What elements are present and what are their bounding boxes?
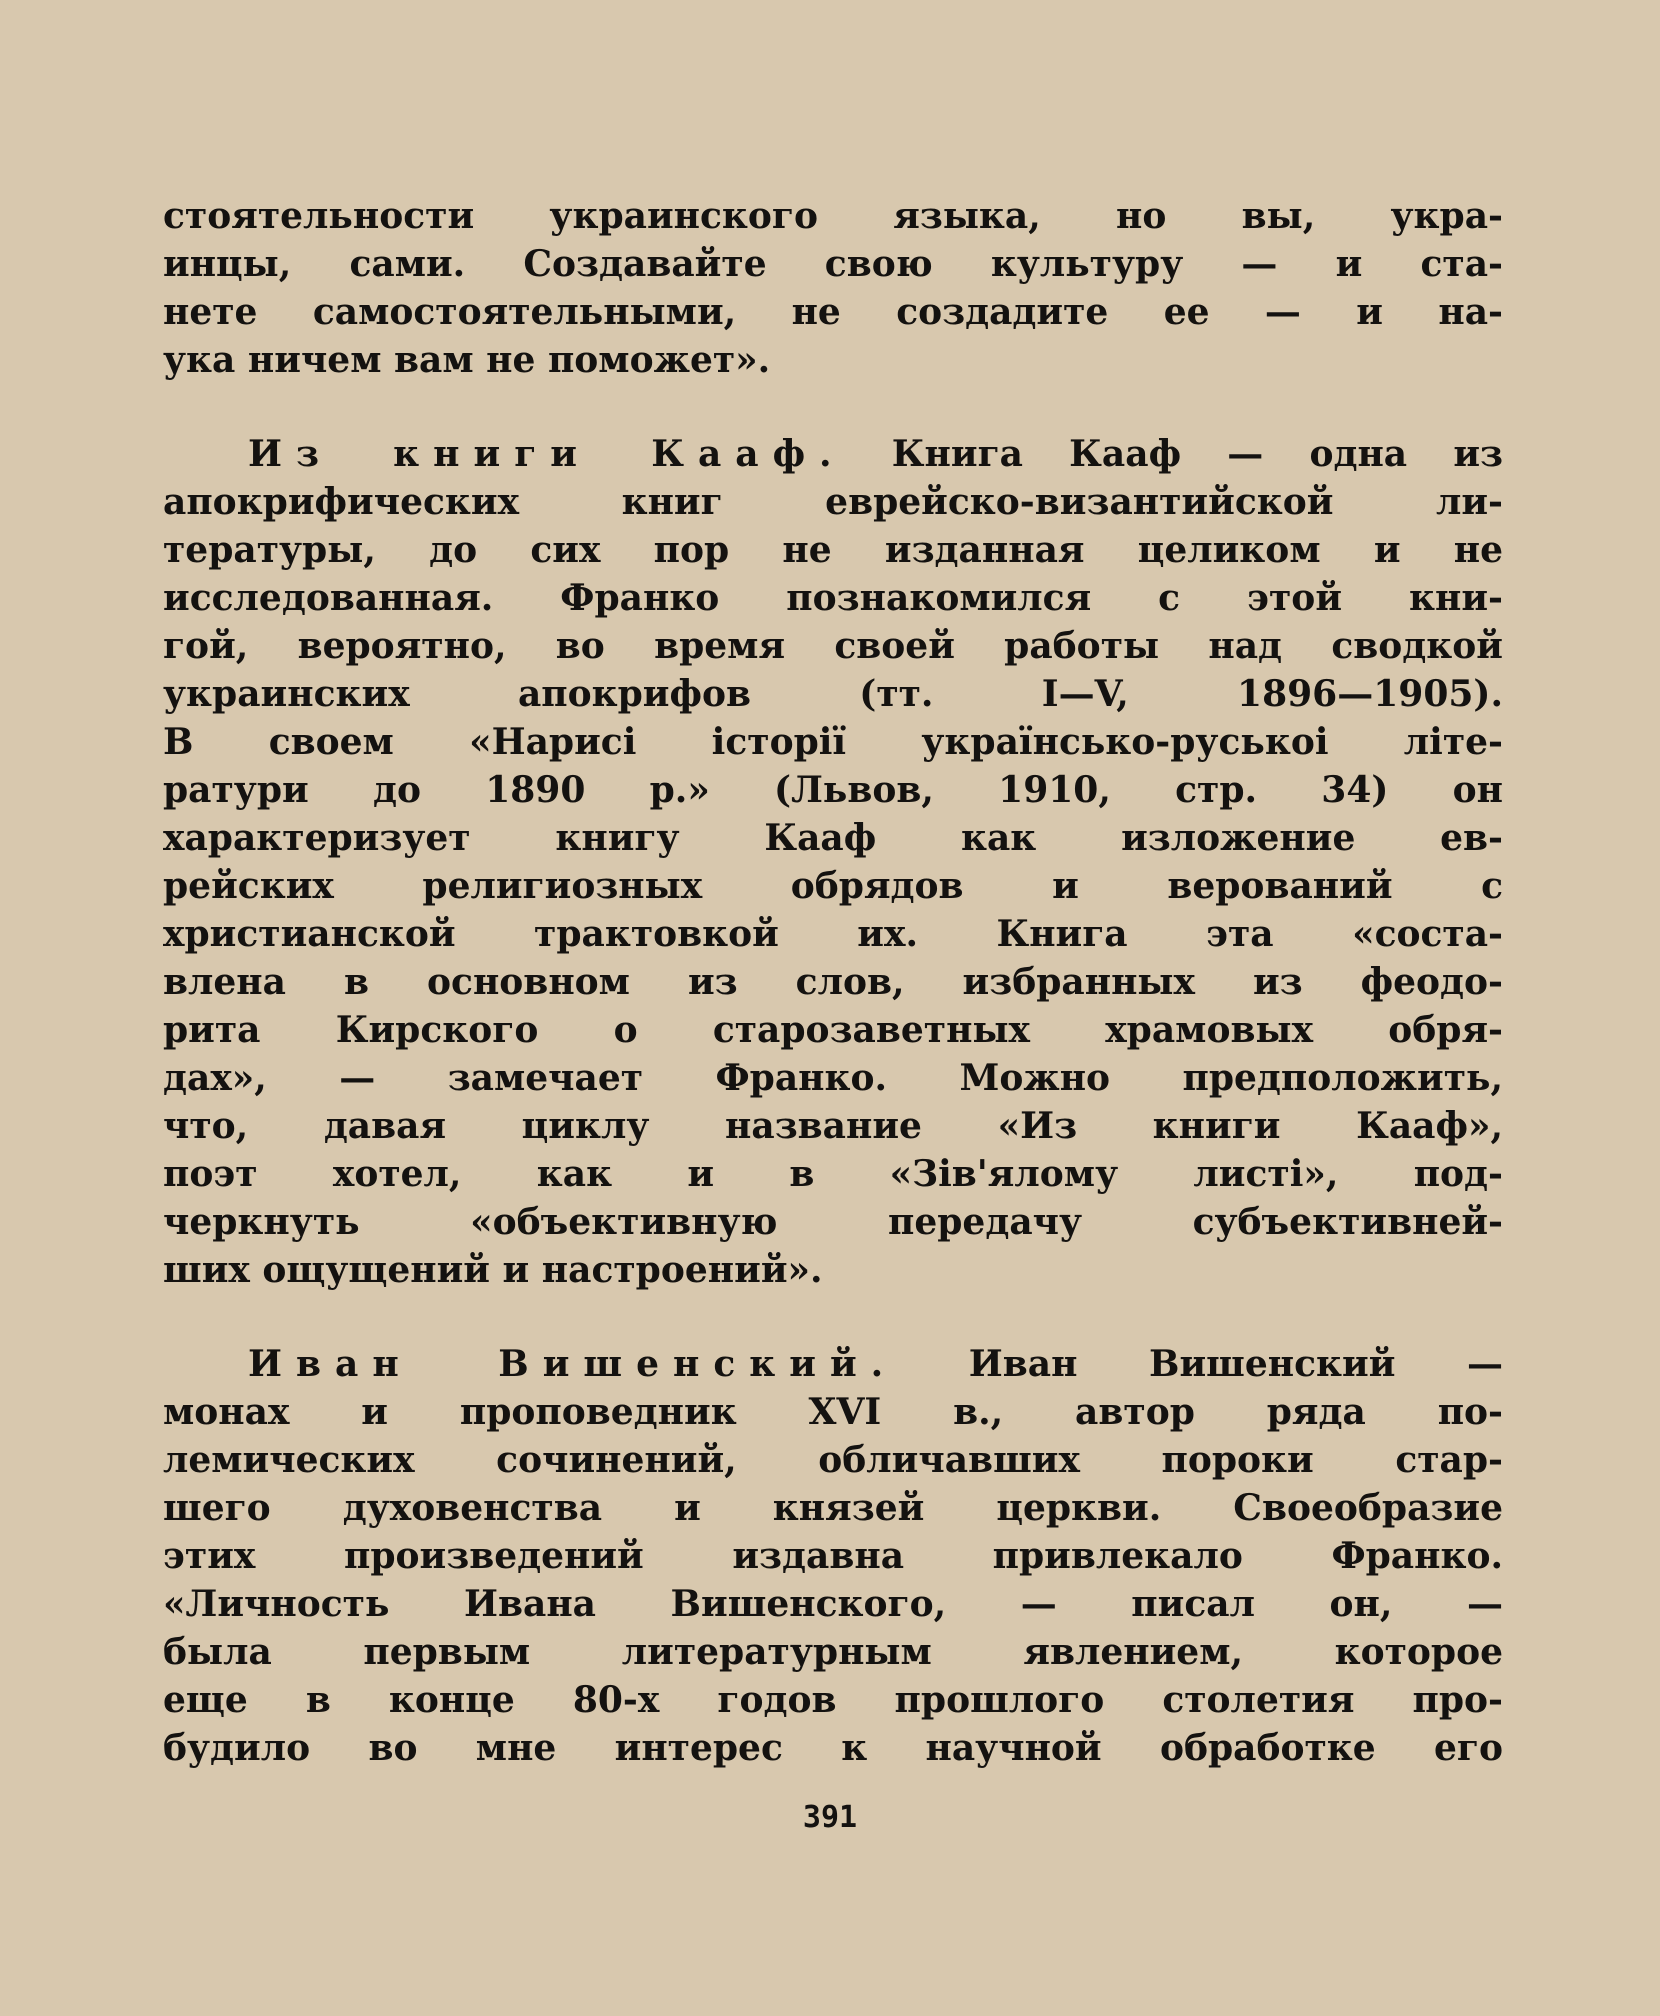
text-line: еще в конце 80-х годов прошлого столетия про-: [163, 1679, 1503, 1721]
text-line: ратури до 1890 р.» (Львов, 1910, стр. 34) он: [163, 769, 1503, 811]
text-line: была первым литературным явлением, которое: [163, 1631, 1503, 1673]
text-line: лемических сочинений, обличавших пороки стар-: [163, 1439, 1503, 1481]
page-number: 391: [802, 1800, 858, 1835]
text-line: христианской трактовкой их. Книга эта «соста-: [163, 913, 1503, 955]
text-line: стоятельности украинского языка, но вы, укра-: [163, 195, 1503, 237]
text-line: этих произведений издавна привлекало Франко.: [163, 1535, 1503, 1577]
text-line: монах и проповедник XVI в., автор ряда по-: [163, 1391, 1503, 1433]
text-line: украинских апокрифов (тт. I—V, 1896—1905).: [163, 673, 1503, 715]
paragraph-first-line: [163, 430, 1503, 478]
text-line: В своем «Нарисі історії українсько-руськоі літе-: [163, 721, 1503, 763]
paragraph-vishensky: [163, 1340, 1503, 1772]
section-heading-kaaf: Из книги Кааф.: [248, 433, 846, 475]
text-line: тературы, до сих пор не изданная целиком и не: [163, 529, 1503, 571]
text-line: шего духовенства и князей церкви. Своеобразие: [163, 1487, 1503, 1529]
text-line: поэт хотел, как и в «Зів'ялому листі», под-: [163, 1153, 1503, 1195]
text-line: ука ничем вам не поможет».: [163, 339, 771, 381]
paragraph-kaaf: [163, 430, 1503, 1294]
text-line: инцы, сами. Создавайте свою культуру — и ста-: [163, 243, 1503, 285]
text-line: исследованная. Франко познакомился с этой кни-: [163, 577, 1503, 619]
text-run: Иван Вишенский —: [968, 1343, 1503, 1385]
text-line: «Личность Ивана Вишенского, — писал он, —: [163, 1583, 1503, 1625]
text-line: ших ощущений и настроений».: [163, 1249, 823, 1291]
paragraph-first-line: [163, 1340, 1503, 1388]
text-line: характеризует книгу Кааф как изложение ев-: [163, 817, 1503, 859]
text-line: рейских религиозных обрядов и верований с: [163, 865, 1503, 907]
text-line: рита Кирского о старозаветных храмовых обря-: [163, 1009, 1503, 1051]
text-line: дах», — замечает Франко. Можно предположить,: [163, 1057, 1503, 1099]
text-run: Книга Кааф — одна из: [891, 433, 1503, 475]
text-line: нете самостоятельными, не создадите ее — и на-: [163, 291, 1503, 333]
page-body: [163, 192, 1503, 1772]
paragraph-continuation: [163, 192, 1503, 384]
text-line: будило во мне интерес к научной обработке его: [163, 1727, 1503, 1769]
text-line: гой, вероятно, во время своей работы над сводкой: [163, 625, 1503, 667]
text-line: черкнуть «объективную передачу субъективней-: [163, 1201, 1503, 1243]
text-line: апокрифических книг еврейско-византийской ли-: [163, 481, 1503, 523]
text-line: влена в основном из слов, избранных из феодо-: [163, 961, 1503, 1003]
section-heading-vishensky: Иван Вишенский.: [248, 1343, 898, 1385]
text-line: что, давая циклу название «Из книги Кааф»,: [163, 1105, 1503, 1147]
